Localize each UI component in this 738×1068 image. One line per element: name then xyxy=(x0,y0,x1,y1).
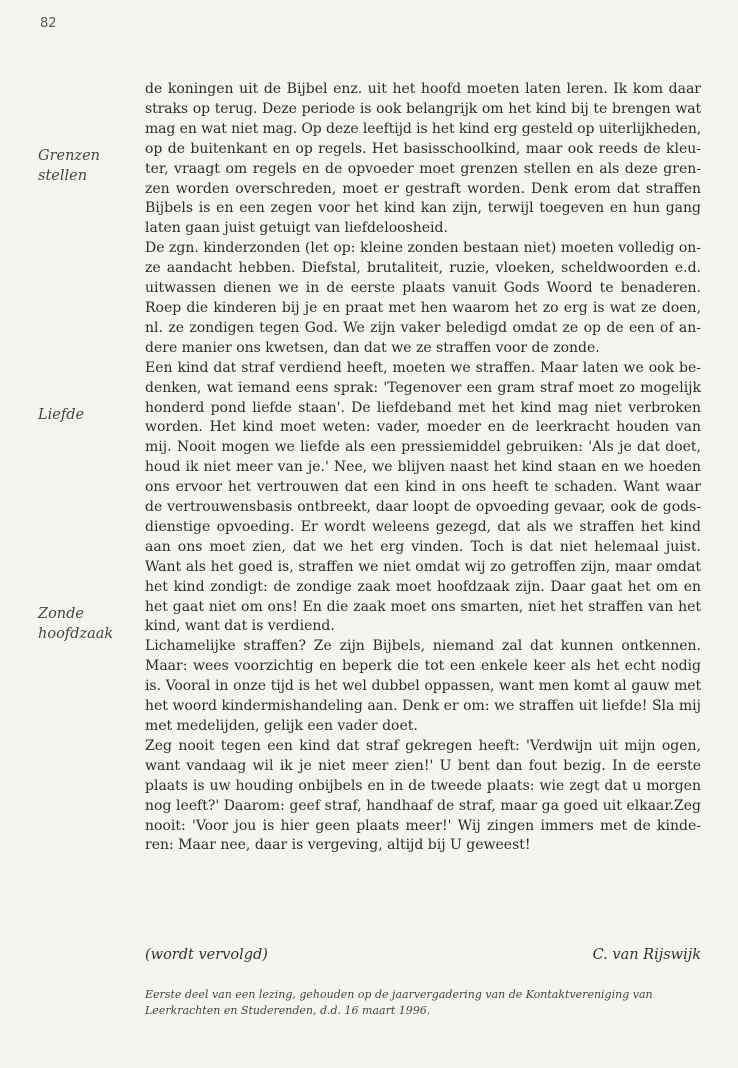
body-line: mij. Nooit mogen we liefde als een pressiemiddel gebruiken: 'Als je dat doet, xyxy=(145,439,701,456)
body-line: De zgn. kinderzonden (let op: kleine zonden bestaan niet) moeten volledig on- xyxy=(145,240,701,257)
body-line: op de buitenkant en op regels. Het basisschoolkind, maar ook reeds de kleu- xyxy=(145,140,701,157)
body-line: met medelijden, gelijk een vader doet. xyxy=(145,718,418,734)
margin-note-line: Grenzen xyxy=(38,148,100,164)
body-line: Een kind dat straf verdiend heeft, moeten we straffen. Maar laten we ook be- xyxy=(145,359,701,376)
body-line: straks op terug. Deze periode is ook belangrijk om het kind bij te brengen wat xyxy=(145,100,701,117)
margin-note-grenzen-stellen xyxy=(38,146,100,186)
body-line: ons ervoor het vertrouwen dat een kind in ons heeft te schaden. Want waar xyxy=(145,479,701,496)
body-line: het gaat niet om ons! En die zaak moet ons smarten, niet het straffen van het xyxy=(145,598,701,615)
body-line: laten gaan juist getuigt van liefdeloosheid. xyxy=(145,220,448,237)
body-line: plaats is uw houding onbijbels en in de tweede plaats: wie zegt dat u morgen xyxy=(145,777,701,794)
body-line: is. Vooral in onze tijd is het wel dubbel oppassen, want men komt al gauw met xyxy=(145,678,701,695)
body-line: Maar: wees voorzichtig en beperk die tot een enkele keer als het echt nodig xyxy=(145,658,701,675)
body-line: kind, want dat is verdiend. xyxy=(145,618,335,635)
author-name: C. van Rijswijk xyxy=(592,947,701,963)
body-line: nl. ze zondigen tegen God. We zijn vaker beledigd omdat ze op de een of an- xyxy=(145,319,701,336)
margin-note-line: Zonde xyxy=(38,606,85,622)
margin-note-line: stellen xyxy=(38,168,88,184)
body-line: uitwassen dienen we in de eerste plaats vanuit Gods Woord te benaderen. xyxy=(145,280,701,297)
body-line: zen worden overschreden, moet er gestraft worden. Denk erom dat straffen xyxy=(145,180,701,197)
body-line: het woord kindermishandeling aan. Denk er om: we straffen uit liefde! Sla mij xyxy=(145,698,701,715)
body-line: honderd pond liefde staan'. De liefdeband met het kind mag niet verbroken xyxy=(145,399,701,416)
body-line: Lichamelijke straffen? Ze zijn Bijbels, niemand zal dat kunnen ontkennen. xyxy=(145,638,701,655)
footnote-line: Eerste deel van een lezing, gehouden op de jaarvergadering van de Kontaktvereniging van xyxy=(145,988,653,1001)
body-line: worden. Het kind moet weten: vader, moeder en de leerkracht houden van xyxy=(145,419,701,436)
body-line: de koningen uit de Bijbel enz. uit het hoofd moeten laten leren. Ik kom daar xyxy=(145,81,701,97)
footnote xyxy=(145,987,701,1019)
margin-note-zonde-hoofdzaak xyxy=(38,604,113,644)
body-line: houd ik niet meer van je.' Nee, we blijven naast het kind staan en we hoeden xyxy=(145,459,701,476)
article-body xyxy=(145,80,701,856)
margin-note-liefde xyxy=(38,405,84,425)
body-line: Roep die kinderen bij je en praat met hen waarom het zo erg is wat ze doen, xyxy=(145,299,701,316)
body-line: het kind zondigt: de zondige zaak moet hoofdzaak zijn. Daar gaat het om en xyxy=(145,578,701,595)
body-line: ren: Maar nee, daar is vergeving, altijd bij U geweest! xyxy=(145,837,531,854)
body-line: Bijbels is en een zegen voor het kind kan zijn, terwijl toegeven en hun gang xyxy=(145,200,701,217)
margin-note-line: Liefde xyxy=(38,407,85,423)
body-line: ze aandacht hebben. Diefstal, brutaliteit, ruzie, vloeken, scheldwoorden e.d. xyxy=(145,260,701,277)
body-line: de vertrouwensbasis ontbreekt, daar loopt de opvoeding gevaar, ook de gods- xyxy=(145,499,701,516)
body-line: nog leeft?' Daarom: geef straf, handhaaf de straf, maar ga goed uit elkaar.Zeg xyxy=(145,797,701,814)
page-number: 82 xyxy=(40,16,57,31)
body-line: nooit: 'Voor jou is hier geen plaats meer!' Wij zingen immers met de kinde- xyxy=(145,817,701,834)
body-line: ter, vraagt om regels en de opvoeder moet grenzen stellen en als deze gren- xyxy=(145,160,701,177)
body-line: denken, wat iemand eens sprak: 'Tegenover een gram straf moet zo mogelijk xyxy=(145,379,701,396)
continued-note: (wordt vervolgd) xyxy=(145,947,268,963)
body-line: aan ons moet zien, dat we het erg vinden. Toch is dat niet helemaal juist. xyxy=(145,538,701,555)
body-line: want vandaag wil ik je niet meer zien!' U bent dan fout bezig. In de eerste xyxy=(145,757,701,774)
body-line: Want als het goed is, straffen we niet omdat wij zo getroffen zijn, maar omdat xyxy=(145,558,701,575)
closing-row xyxy=(145,947,701,963)
margin-note-line: hoofdzaak xyxy=(38,626,114,642)
body-line: Zeg nooit tegen een kind dat straf gekregen heeft: 'Verdwijn uit mijn ogen, xyxy=(145,737,701,754)
footnote-line: Leerkrachten en Studerenden, d.d. 16 maart 1996. xyxy=(145,1004,431,1017)
body-line: mag en wat niet mag. Op deze leeftijd is het kind erg gesteld op uiterlijkheden, xyxy=(145,120,702,137)
body-line: dienstige opvoeding. Er wordt weleens gezegd, dat als we straffen het kind xyxy=(145,518,701,535)
body-line: dere manier ons kwetsen, dan dat we ze straffen voor de zonde. xyxy=(145,339,600,356)
